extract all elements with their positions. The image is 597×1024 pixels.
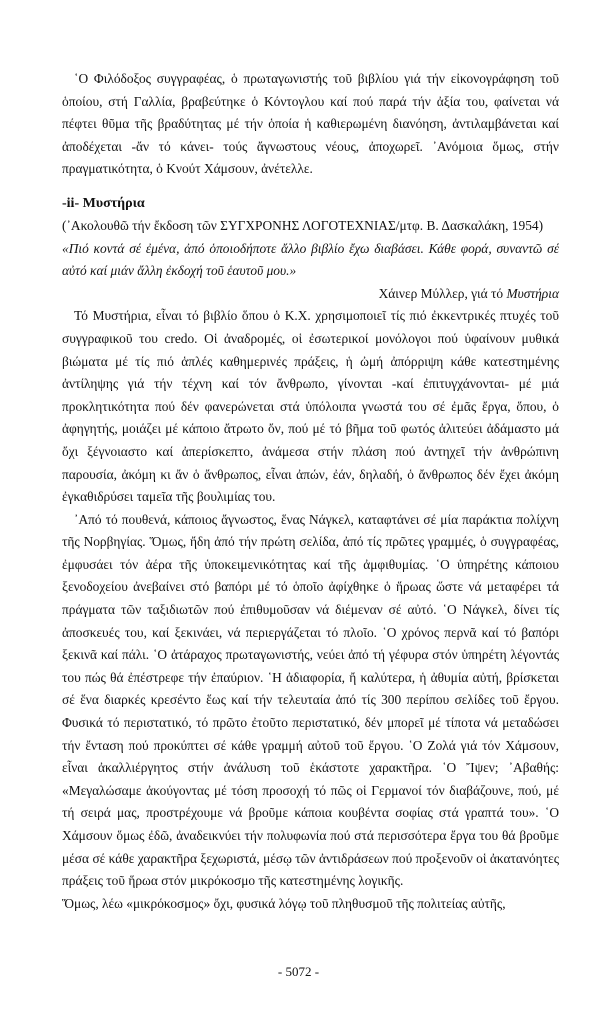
nagel-paragraph: ᾿Από τό πουθενά, κάποιος ἄγνωστος, ἕνας Νάγκελ, καταφτάνει σέ μία παράκτια πολίχνη τῆς Νορβηγίας. Ὅμως, ἤδη ἀπό τήν πρώτη σελίδα, ἀπό τίς πρῶτες γραμμές, ὁ συγγραφέας, ἐμφυσάει τόν ἀέρα τῆς ὑποκειμενικότητας καί τῆς ἀμφιθυμίας. ῾Ο ὑπηρέτης κάποιου ξενοδοχείου ἀνεβαίνει στό βαπόρι μέ τό ὁποῖο ἀφίχθηκε ὁ ἥρωας ὥστε νά μεταφέρει τά πράγματα τῶν ταξιδιωτῶν πού ἐπιθυμοῦσαν νά διέμεναν σέ αὐτό. ῾Ο Νάγκελ, δίνει τίς ἀποσκευές του, καί ξεκινάει, νά περιεργάζεται τό πλοῖο. ῾Ο χρόνος περνᾶ καί τό βαπόρι ξεκινᾶ καί πάλι. ῾Ο ἀτάραχος πρωταγωνιστής, νεύει ἀπό τή γέφυρα στόν ὑπηρέτη λέγοντάς του πώς θά ἐπέστρεφε τήν ἐπαύριον. ῾Η ἀδιαφορία, ἤ καλύτερα, ἡ ἀθυμία αὐτή, βρίσκεται σέ ἕνα διαρκές κρεσέντο ἕως καί τήν τελευταία ἀπό τίς 300 περίπου σελίδες τοῦ ἔργου. Φυσικά τό περιστατικό, τό πρῶτο ἐτοῦτο περιστατικό, δέν μπορεῖ μέ τίποτα νά μεταδώσει τήν ἔνταση πού προκύπτει σέ κάθε γραμμή αὐτοῦ τοῦ ἔργου. ῾Ο Ζολά γιά τόν Χάμσουν, εἶναι ἀκαλλιέργητος στήν ἀνάλυση τοῦ ἑκάστοτε χαρακτῆρα. ῾Ο Ἴψεν; ᾿Αβαθής: «Μεγαλώσαμε ἀκούγοντας μέ τόση προσοχή τό πῶς οἱ Γερμανοί τόν διαβάζουνε, πού, μέ τή σειρά μας, προστρέχουμε νά βροῦμε κάποια κουβέντα σοφίας στά γραπτά του». ῾Ο Χάμσουν ὅμως ἐδῶ, ἀναδεικνύει τήν πολυφωνία πού στά περισσότερα ἔργα του θά βροῦμε μέσα σέ κάθε χαρακτῆρα ξεχωριστά, μέσῳ τῶν ἀντιδράσεων πού προξενοῦν οἱ ἀκατανόητες πράξεις τοῦ ἥρωα στόν μικρόκοσμο τῆς κατεστημένης λογικῆς. [62, 511, 559, 889]
edition-note: (᾿Ακολουθῶ τήν ἔκδοση τῶν ΣΥΓΧΡΟΝΗΣ ΛΟΓΟΤΕΧΝΙΑΣ/μτφ. Β. Δασκαλάκη, 1954) [62, 217, 544, 233]
epigraph-work: Μυστήρια [506, 285, 559, 301]
section-heading: -ii- Μυστήρια [62, 195, 145, 211]
closing-paragraph: Ὅμως, λέω «μικρόκοσμος» ὄχι, φυσικά λόγῳ τοῦ πληθυσμοῦ τῆς πολιτείας αὐτῆς, [62, 895, 506, 911]
document-page [62, 68, 559, 915]
intro-paragraph: ῾Ο Φιλόδοξος συγγραφέας, ὁ πρωταγωνιστής τοῦ βιβλίου γιά τήν εἰκονογράφηση τοῦ ὁποίου, στή Γαλλία, βραβεύτηκε ὁ Κόντογλου καί πού παρά τήν ἀξία του, φαίνεται νά πέφτει θῦμα τῆς βραδύτητας μέ τήν ὁποία ἡ καθιερωμένη διανόηση, ἀντιλαμβάνεται καί ἀποδέχεται -ἄν τό κάνει- τούς ἄγνωστους νέους, ἀποχωρεῖ. ᾿Ανόμοια ὅμως, στήν πραγματικότητα, ὁ Κνούτ Χάμσουν, ἀνέτελλε. [62, 71, 559, 177]
page-number: - 5072 - [277, 964, 320, 979]
epigraph-attribution [62, 283, 559, 306]
mysteria-paragraph: Τό Μυστήρια, εἶναι τό βιβλίο ὅπου ὁ Κ.Χ. χρησιμοποιεῖ τίς πιό ἐκκεντρικές πτυχές τοῦ συγγραφικοῦ του credo. Οἱ ἀναδρομές, οἱ ἐσωτερικοί μονόλογοι πού ὑφαίνουν μυθικά βιώματα μέ τίς πιό ἁπλές καθημερινές πράξεις, ἡ ὠμή ἀπόρριψη κάθε κατεστημένης ἀντίληψης γιά τήν τέχνη καί τόν ἄνθρωπο, γίνονται -καί ἐπιτυγχάνονται- μέ μιά προκλητικότητα πού δέν φανερώνεται στά ὑπόλοιπα γνωστά του σέ ἐμᾶς ἔργα, ὅπου, ὁ ἀφηγητής, μοιάζει μέ κάποιο ἄτρωτο ὄν, πού μέ τό βῆμα τοῦ φωτός ἀλιτεύει ἀδάμαστο μά ὄχι ξέγνοιαστο καί ἀπερίσκεπτο, ἀνάμεσα στήν πλάση πού ἀντηχεῖ τήν ἀνθρώπινη παρουσία, ἀκόμη κι ἄν ὁ ἄνθρωπος, εἶναι ἀπών, ἐάν, δηλαδή, ὁ ἄνθρωπος δέν ἔχει ἀκόμη ἐγκαθιδρύσει ταμεῖα τῆς βουλιμίας του. [62, 308, 559, 505]
epigraph-author: Χάινερ Μύλλερ, γιά τό [378, 285, 504, 301]
epigraph-quote: «Πιό κοντά σέ ἐμένα, ἀπό ὁποιοδήποτε ἄλλο βιβλίο ἔχω διαβάσει. Κάθε φορά, συναντῶ σέ αὐτό καί μιάν ἄλλη ἐκδοχή τοῦ ἑαυτοῦ μου.» [62, 240, 559, 279]
